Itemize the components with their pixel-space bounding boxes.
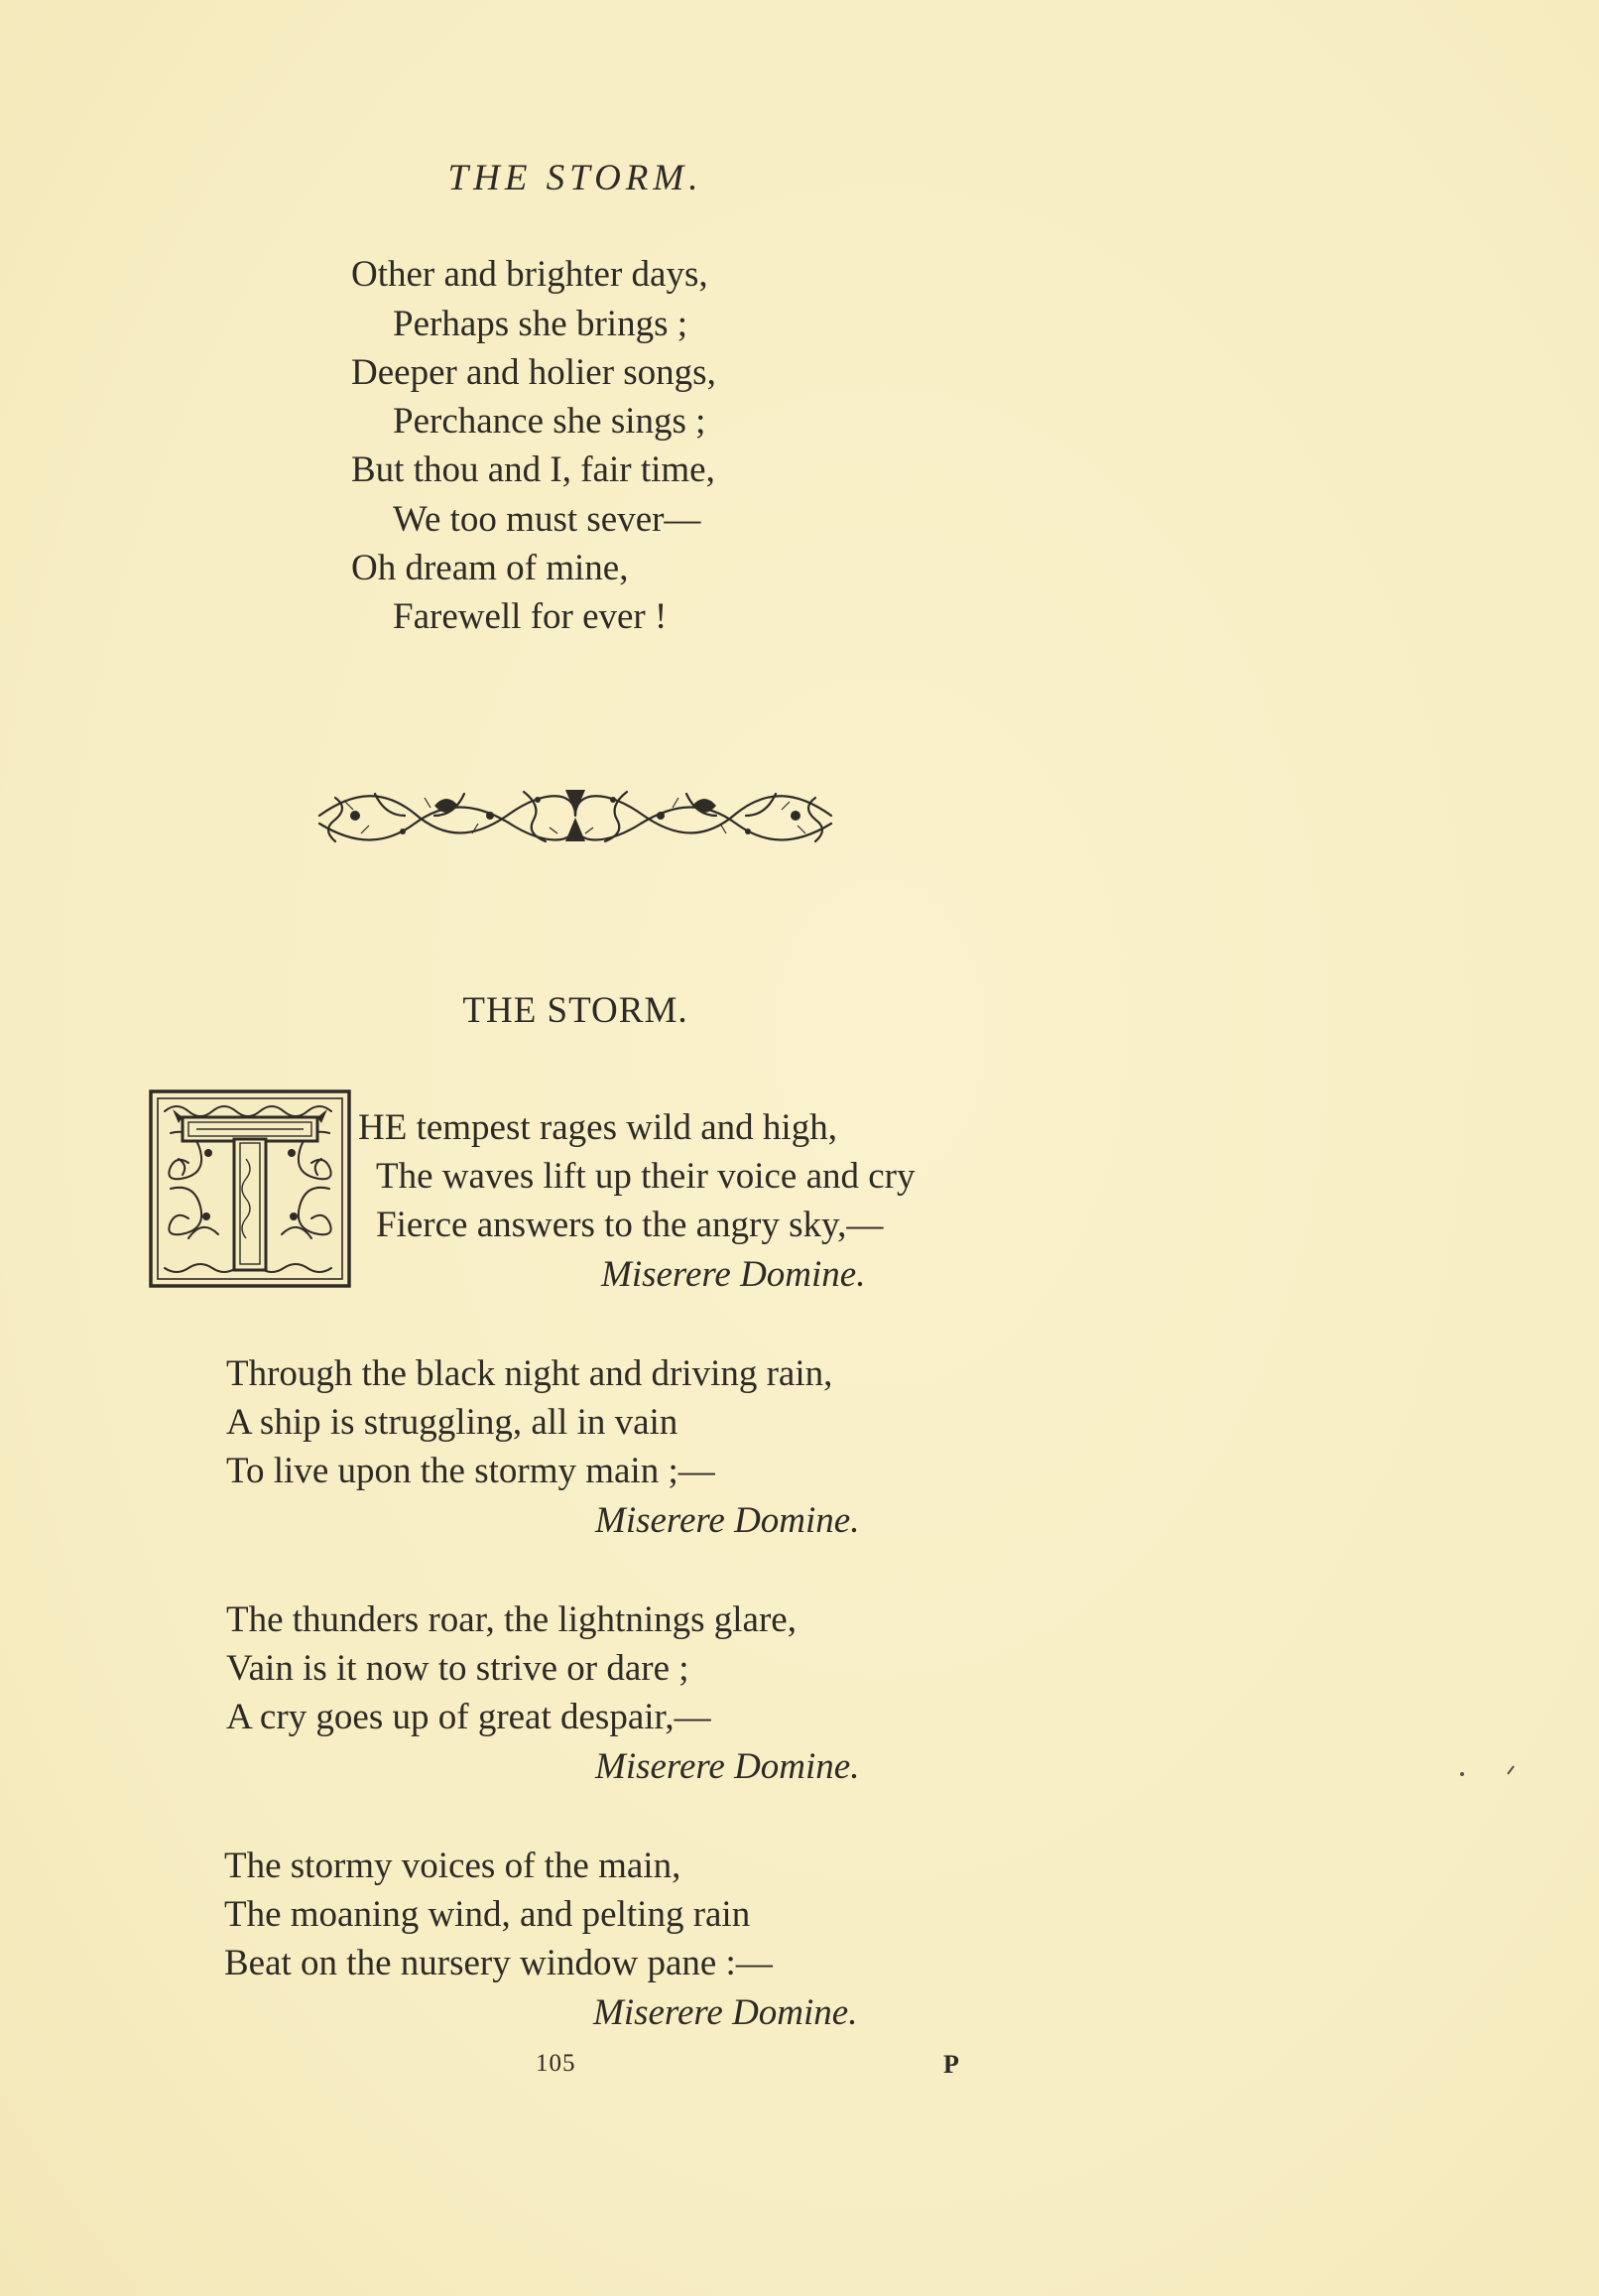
verse-line: Vain is it now to strive or dare ; [226, 1648, 689, 1689]
refrain-line: Miserere Domine. [595, 1500, 860, 1541]
verse-line: Farewell for ever ! [393, 596, 668, 637]
refrain-line: Miserere Domine. [593, 1992, 858, 2033]
verse-line: Through the black night and driving rain, [226, 1353, 833, 1394]
running-head: THE STORM. [447, 158, 703, 198]
verse-line: A cry goes up of great despair,— [226, 1697, 711, 1737]
verse-line: Perchance she sings ; [393, 401, 706, 442]
verse-line: The thunders roar, the lightnings glare, [226, 1599, 797, 1640]
verse-line: Other and brighter days, [351, 254, 708, 295]
verse-line: To live upon the stormy main ;— [226, 1451, 715, 1491]
paper-speck-icon [1448, 1756, 1528, 1786]
verse-line: Fierce answers to the angry sky,— [376, 1205, 884, 1245]
poem-title: THE STORM. [462, 990, 688, 1031]
verse-line: Oh dream of mine, [351, 548, 629, 588]
page-number: 105 [536, 2050, 576, 2077]
verse-line: A ship is struggling, all in vain [226, 1402, 678, 1443]
verse-line: The moaning wind, and pelting rain [224, 1894, 751, 1935]
signature-mark: P [943, 2050, 959, 2079]
verse-line: Beat on the nursery window pane :— [224, 1943, 773, 1983]
verse-line: We too must sever— [393, 499, 701, 540]
verse-line: Perhaps she brings ; [393, 304, 687, 344]
drop-cap-t-icon [149, 1089, 351, 1288]
refrain-line: Miserere Domine. [595, 1746, 860, 1787]
refrain-line: Miserere Domine. [601, 1254, 866, 1295]
verse-line: HE tempest rages wild and high, [358, 1107, 837, 1148]
foliate-ornament-icon [315, 784, 835, 847]
verse-line: The waves lift up their voice and cry [376, 1156, 916, 1197]
verse-line: The stormy voices of the main, [224, 1846, 681, 1886]
verse-line: But thou and I, fair time, [351, 449, 715, 490]
verse-line: Deeper and holier songs, [351, 352, 716, 393]
